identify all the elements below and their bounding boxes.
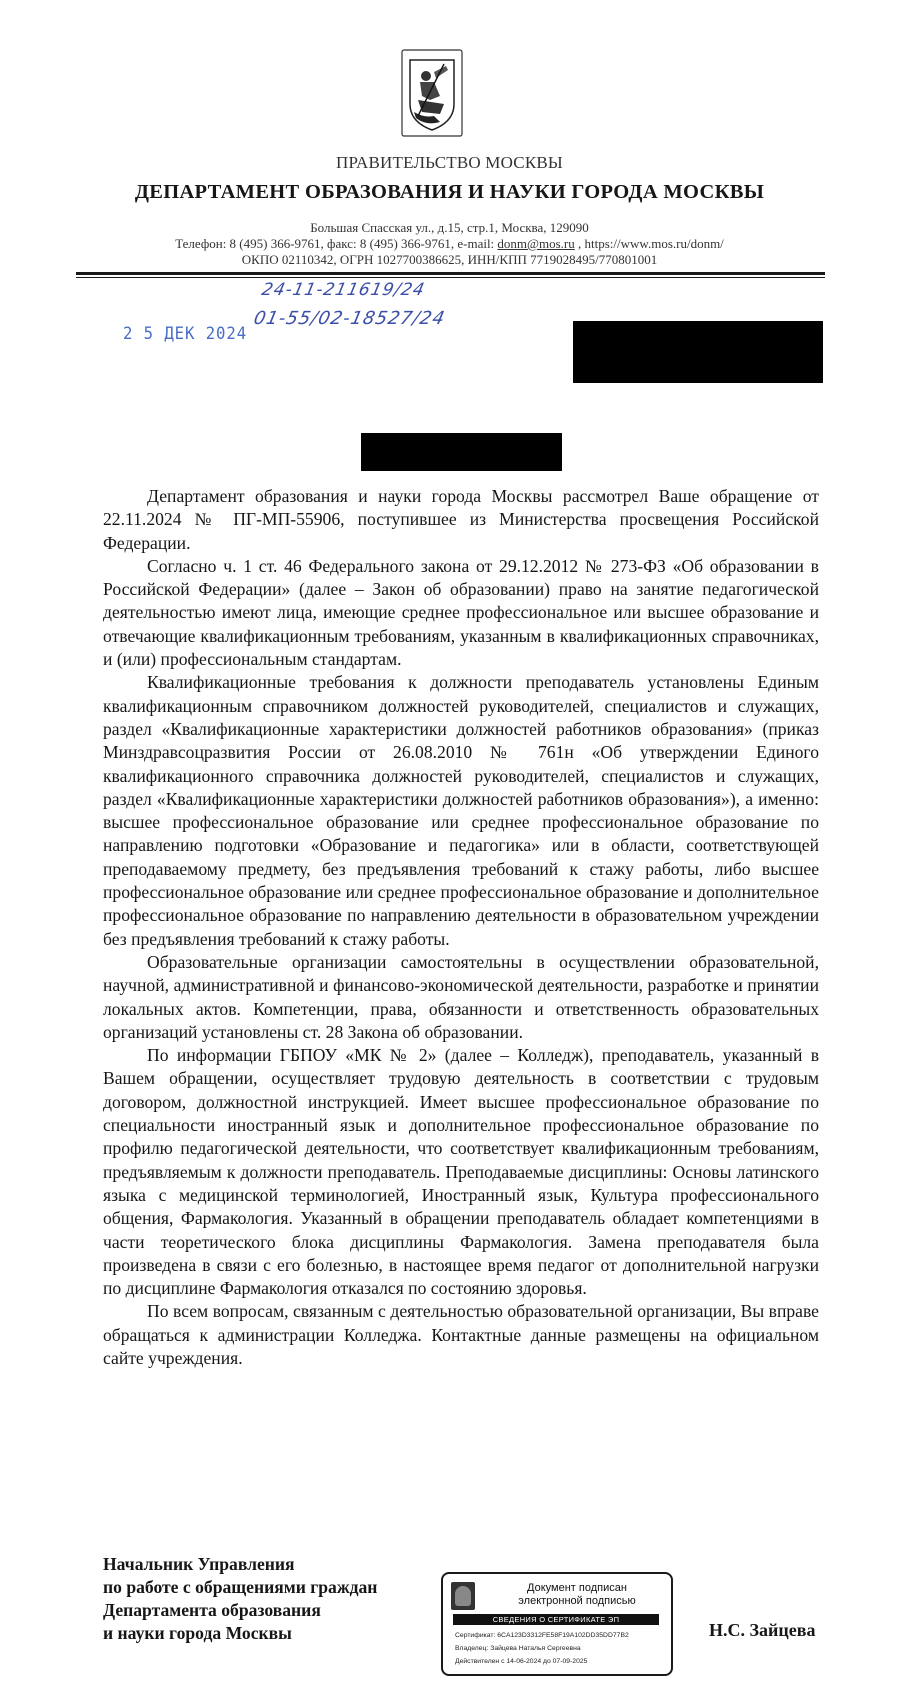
certificate-band: СВЕДЕНИЯ О СЕРТИФИКАТЕ ЭП (453, 1614, 659, 1625)
paragraph: По информации ГБПОУ «МК № 2» (далее – Колледж), преподаватель, указанный в Вашем обращении, осуществляет трудовую деятельность в соответствии с трудовым договором, должностной инструкцией. Имеет высшее профессиональное образование по специальности иностранный язык и дополнительное профессиональное образование по профилю педагогической деятельности, что соответствует квалификационным требованиям, предъявляемым к должности преподаватель. Преподаваемые дисциплины: Основы латинского языка с медицинской терминологией, Иностранный язык, Культура профессионального общения, Фармакология. Указанный в обращении преподаватель обладает компетенциями в части теоретического блока дисциплины Фармакология. Замена преподавателя была произведена в связи с его болезнью, в настоящее время педагог от дополнительной нагрузки по дисциплине Фармакология отказался по состоянию здоровья. (103, 1045, 819, 1299)
coat-of-arms-icon (400, 48, 464, 140)
letter-body (103, 485, 819, 1370)
redacted-salutation (361, 433, 562, 471)
signatory-title-line: Начальник Управления (103, 1554, 295, 1574)
email-link[interactable]: donm@mos.ru (497, 236, 575, 251)
certificate-validity: Действителен с 14-06-2024 до 07-09-2025 (455, 1658, 588, 1665)
paragraph: Образовательные организации самостоятельны в осуществлении образовательной, научной, административной и финансово-экономической деятельности, разработке и принятии локальных актов. Компетенции, права, обязанности и ответственность образовательных организаций установлены ст. 28 Закона об образовании. (103, 951, 819, 1042)
department-title: ДЕПАРТАМЕНТ ОБРАЗОВАНИЯ И НАУКИ ГОРОДА МОСКВЫ (134, 181, 765, 203)
paragraph: Квалификационные требования к должности преподаватель установлены Единым квалификационным справочником должностей руководителей, специалистов и служащих, раздел «Квалификационные характеристики должностей работников образования» (приказ Минздравсоцразвития России от 26.08.2010 № 761н «Об утверждении Единого квалификационного справочника должностей руководителей, специалистов и служащих, раздел «Квалификационные характеристики должностей работников образования»), а именно: высшее профессиональное образование или среднее профессиональное образование по направлению подготовки «Образование и педагогика» или в области, соответствующей преподаваемому предмету, без предъявления требований к стажу работы, либо высшее профессиональное образование или среднее профессиональное образование и дополнительное профессиональное образование по направлению деятельности в образовательном учреждении без предъявления требований к стажу работы. (103, 672, 819, 949)
header-divider-thick (76, 272, 825, 275)
electronic-signature-certificate (441, 1572, 673, 1676)
header-divider-thin (76, 277, 825, 278)
redacted-addressee (573, 321, 823, 383)
signatory-title (103, 1553, 377, 1645)
certificate-serial: Сертификат: 6CA123D3312FE58F19A102DD35DD77B2 (455, 1632, 629, 1639)
signatory-title-line: по работе с обращениями граждан (103, 1577, 378, 1597)
handwritten-outgoing-number: 01-55/02-18527/24 (251, 308, 448, 329)
registration-codes: ОКПО 02110342, ОГРН 1027700386625, ИНН/КПП 7719028495/770801001 (241, 252, 658, 267)
phone-email-line (0, 236, 899, 252)
signatory-title-line: и науки города Москвы (103, 1623, 292, 1643)
signatory-title-line: Департамента образования (103, 1600, 321, 1620)
certificate-header-line: электронной подписью (518, 1595, 636, 1607)
certificate-header-line: Документ подписан (527, 1582, 627, 1594)
date-stamp: 2 5 ДЕК 2024 (123, 324, 248, 344)
certificate-header (483, 1582, 671, 1608)
phone-fax-text: Телефон: 8 (495) 366-9761, факс: 8 (495) 366-9761, e-mail: (175, 236, 498, 251)
paragraph: Согласно ч. 1 ст. 46 Федерального закона от 29.12.2012 № 273-ФЗ «Об образовании в Российской Федерации» (далее – Закон об образовании) право на занятие педагогической деятельностью имеют лица, имеющие среднее профессиональное или высшее образование и отвечающие квалификационным требованиям, указанным в квалификационных справочниках, и (или) профессиональным стандартам. (103, 555, 819, 670)
moscow-emblem-icon (451, 1582, 475, 1610)
government-title: ПРАВИТЕЛЬСТВО МОСКВЫ (336, 153, 563, 172)
paragraph: По всем вопросам, связанным с деятельностью образовательной организации, Вы вправе обращаться к администрации Колледжа. Контактные данные размещены на официальном сайте учреждения. (103, 1301, 819, 1368)
certificate-owner: Владелец: Зайцева Наталья Сергеевна (455, 1645, 581, 1652)
website-text: , https://www.mos.ru/donm/ (574, 236, 724, 251)
signatory-name: Н.С. Зайцева (709, 1620, 816, 1640)
handwritten-incoming-number: 24-11-211619/24 (259, 280, 427, 300)
paragraph: Департамент образования и науки города Москвы рассмотрел Ваше обращение от 22.11.2024 № ПГ-МП-55906, поступившее из Министерства просвещения Российской Федерации. (103, 486, 819, 553)
address-line: Большая Спасская ул., д.15, стр.1, Москва, 129090 (310, 220, 589, 235)
